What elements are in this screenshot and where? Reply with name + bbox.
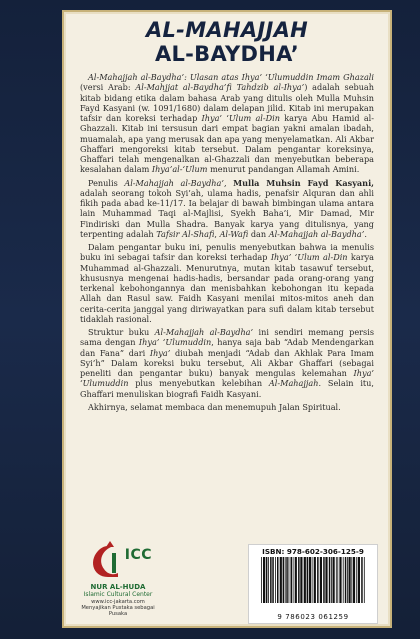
barcode-bar (275, 557, 276, 603)
barcode-bar (270, 557, 272, 603)
barcode-bar (325, 557, 327, 603)
barcode-bar (293, 557, 294, 603)
barcode-bar (347, 557, 348, 603)
text-segment: plus menyebutkan kelebihan (128, 378, 269, 389)
text-segment: Ihya’ ‘Ulumuddin (138, 337, 212, 348)
text-segment: Struktur buku (88, 327, 155, 337)
text-segment: (versi Arab: (80, 82, 136, 93)
text-segment: Al-Mahajjah al-Baydha’ (154, 327, 254, 337)
barcode-bar (309, 557, 311, 603)
text-segment: Al-Mahajjah al-Baydha’ (124, 177, 224, 188)
barcode-bar (333, 557, 335, 603)
text-segment: ) adalah sebuah kitab bidang etika dalam bahasa Arab yang ditulis oleh Mulla Muhsin Fayd Kasyani (w. 1091/1680) dalam delapan jilid. Kitab ini merupakan tafsir dan koreksi terhadap (80, 82, 375, 123)
text-segment: Ihya’ ‘Ulum al-Din (270, 252, 348, 263)
barcode-bar (323, 557, 325, 603)
text-segment: Dalam pengantar buku ini, penulis menyebutkan bahwa ia menulis buku ini sebagai tafsir dan koreksi terhadap (80, 242, 374, 263)
text-segment: Ihya’ (149, 347, 171, 358)
barcode-bar (356, 557, 357, 603)
text-segment: Mulla Muhsin Fayd Kasyani, (233, 177, 375, 188)
text-segment: Al-Mahjjat al-Baydha’fi Tahdzib al-Ihya’ (135, 82, 305, 93)
publisher-name: NUR AL-HUDA (90, 583, 146, 591)
icc-logo-icon (78, 537, 158, 583)
barcode-box (248, 544, 378, 624)
barcode-bar (268, 557, 269, 603)
text-segment: diubah menjadi “Adab dan Akhlak Para Imam Syi’h” Dalam koreksi buku tersebut, Ali Akbar Ghaffari (sebagai peneliti dan pengantar buku) banyak mengulas kelemahan (80, 347, 374, 378)
barcode-bar (266, 557, 268, 603)
text-segment: Tafsir Al-Shafi (156, 228, 215, 239)
synopsis-text (80, 72, 374, 415)
barcode-bar (320, 557, 322, 603)
paragraph (80, 242, 374, 324)
barcode-bar (263, 557, 265, 603)
paragraph (80, 327, 374, 399)
barcode-bar (336, 557, 337, 603)
text-segment: Akhirnya, selamat membaca dan menemupuh Jalan Spiritual. (88, 401, 341, 412)
barcode-bar (272, 557, 274, 603)
barcode-bar (317, 557, 319, 603)
text-segment: Ihya’ ‘Ulumuddin (80, 368, 374, 389)
text-segment: Al-Mahajjah (268, 378, 319, 389)
barcode-bar (289, 557, 290, 603)
isbn-label: ISBN: 978-602-306-125-9 (262, 547, 364, 556)
title-line-2: AL-BAYDHA’ (154, 42, 300, 66)
barcode-bar (285, 557, 286, 603)
barcode-bar (283, 557, 285, 603)
text-segment: menurut pandangan Allamah Amini. (207, 164, 360, 175)
barcode-digits: 9 786023 061259 (277, 613, 349, 621)
barcode-bar (331, 557, 332, 603)
barcode-bar (349, 557, 351, 603)
text-segment: karya Abu Hamid al-Ghazzali. Kitab ini tersusun dari empat bagian yakni amalan ibadah, muamalah, apa yang merusak dan apa yang menyelamatkan. Ali Akbar Ghaffari mengoreksi kitab tersebut. Dalam pengantar koreksinya, Ghaffari telah mengenalkan al-Ghazzali dan menyebutkan beberapa kesalahan dalam (80, 113, 375, 175)
publisher-org: Islamic Cultural Center (83, 591, 153, 598)
paragraph (80, 402, 374, 412)
text-segment: . Selain itu, Ghaffari menuliskan biografi Faidh Kasyani. (80, 378, 375, 399)
barcode-bar (358, 557, 360, 603)
text-segment: . (364, 228, 367, 239)
text-segment: karya Muhammad al-Ghazzali. Menurutnya, mutan kitab tasawuf tersebut, khususnya mengenai hadis-hadis, bersandar pada orang-orang yang terkenal kebohongannya dan menisbahkan kebohongan itu kepada Allah dan Rasul saw. Faidh Kasyani menilai mitos-mitos aneh dan cerita-cerita janggal yang diriwayatkan para sufi dalam kitab tersebut tidaklah rasional. (80, 252, 375, 324)
barcode-bar (298, 557, 300, 603)
barcode-bar (345, 557, 347, 603)
book-title (64, 18, 390, 66)
barcode-bar (307, 557, 309, 603)
barcode-icon (259, 557, 367, 605)
text-segment: Al-Wafi (219, 228, 249, 239)
text-segment: Al-Mahajjah al-Baydha’ (268, 228, 365, 239)
barcode-bar (353, 557, 355, 603)
barcode-bar (261, 557, 262, 603)
title-line-1: AL-MAHAJJAH (145, 18, 309, 42)
publisher-logo (78, 537, 158, 627)
text-segment: , (223, 177, 234, 188)
text-segment: Ihya’ ‘Ulum al-Din (201, 113, 280, 123)
text-segment: ini sendiri memang persis sama dengan (80, 327, 374, 348)
barcode-bar (300, 557, 302, 603)
text-panel (62, 10, 392, 628)
barcode-bar (343, 557, 344, 603)
barcode-bar (295, 557, 297, 603)
barcode-bar (339, 557, 341, 603)
barcode-bar (314, 557, 316, 603)
barcode-bar (286, 557, 288, 603)
barcode-bar (291, 557, 293, 603)
barcode-bar (351, 557, 352, 603)
barcode-bar (304, 557, 306, 603)
text-segment: dan (248, 228, 269, 239)
text-segment: adalah seorang tokoh Syi’ah, ulama hadis, penafsir Alquran dan ahli fikih pada abad ke-11/17. Ia belajar di bawah bimbingan ulama antara lain Muhammad Taqi al-Majlisi, Syekh Baha’i, Mir Damad, Mir Findiriski dan Mulla Shadra. Banyak karya yang ditulisnya, yang terpenting adalah (80, 187, 374, 239)
text-segment: Al-Mahajjah al-Baydha’: Ulasan atas Ihya’ ‘Ulumuddin Imam Ghazali (88, 72, 374, 82)
text-segment: , (214, 228, 220, 239)
text-segment: Ihya’al-‘Ulum (151, 164, 208, 175)
publisher-tagline: Menyajikan Pustaka sebagai Pusaka (81, 605, 155, 617)
barcode-bar (364, 557, 365, 603)
logo-text: ICC (124, 547, 152, 563)
barcode-bar (312, 557, 313, 603)
publisher-website: www.icc-jakarta.com (91, 599, 145, 605)
barcode-bar (361, 557, 363, 603)
text-segment: , hanya saja bab “Adab Mendengarkan dan Fana” dari (80, 337, 374, 358)
barcode-bar (337, 557, 338, 603)
barcode-bar (280, 557, 282, 603)
barcode-bar (329, 557, 331, 603)
paragraph (80, 72, 374, 175)
text-segment: Penulis (88, 177, 125, 188)
paragraph (80, 178, 374, 240)
barcode-bar (277, 557, 279, 603)
